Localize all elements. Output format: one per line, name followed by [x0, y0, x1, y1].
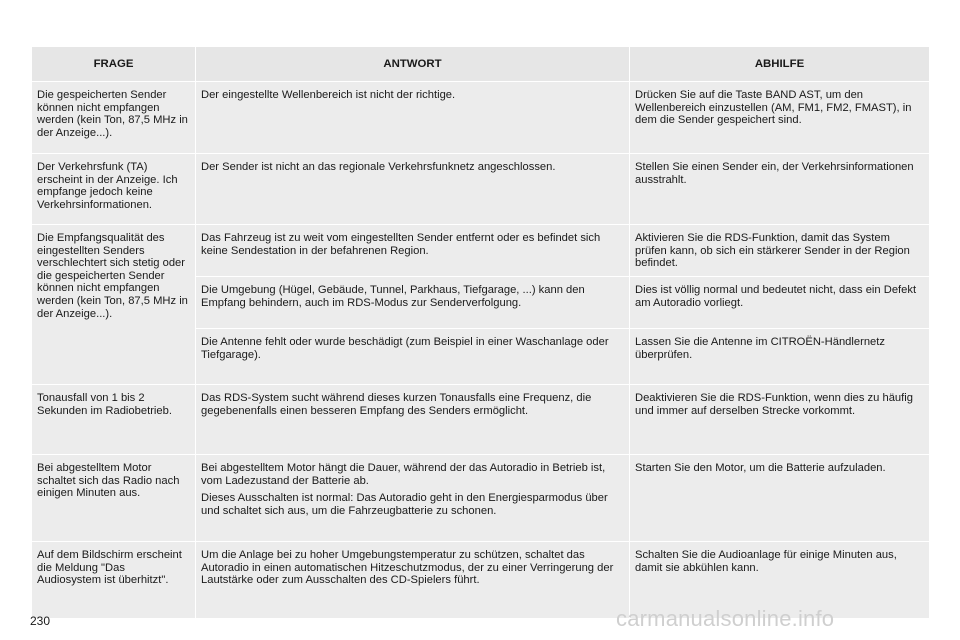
answer-cell — [196, 542, 630, 619]
table-row — [32, 154, 930, 225]
remedy-cell: Stellen Sie einen Sender ein, der Verkehrsinformationen ausstrahlt. — [630, 154, 930, 225]
table-row — [32, 455, 930, 542]
answer-cell — [196, 225, 630, 277]
remedy-cell: Dies ist völlig normal und bedeutet nicht, dass ein Defekt am Autoradio vorliegt. — [630, 277, 930, 329]
watermark-text: carmanualsonline.info — [616, 606, 835, 631]
question-cell: Die Empfangsqualität des eingestellten Senders verschlechtert sich stetig oder die gespeicherten Sender können nicht empfangen werden (kein Ton, 87,5 MHz in der Anzeige...). — [32, 225, 196, 385]
question-cell: Auf dem Bildschirm erscheint die Meldung "Das Audiosystem ist überhitzt". — [32, 542, 196, 619]
remedy-cell: Drücken Sie auf die Taste BAND AST, um den Wellenbereich einzustellen (AM, FM1, FM2, FMAST), in dem die Sender gespeichert sind. — [630, 82, 930, 154]
question-cell: Die gespeicherten Sender können nicht empfangen werden (kein Ton, 87,5 MHz in der Anzeige...). — [32, 82, 196, 154]
table-row — [32, 225, 930, 277]
answer-cell — [196, 329, 630, 385]
answer-text: Um die Anlage bei zu hoher Umgebungstemperatur zu schützen, schaltet das Autoradio in einen automatischen Hitzeschutzmodus, der zu einer Verringerung der Lautstärke oder zum Ausschalten des CD-Spielers führt. — [201, 549, 614, 587]
header-antwort: ANTWORT — [196, 47, 630, 82]
answer-text: Das RDS-System sucht während dieses kurzen Tonausfalls eine Frequenz, die gegebenenfalls einen besseren Empfang des Senders ermöglicht. — [201, 392, 592, 417]
header-abhilfe: ABHILFE — [630, 47, 930, 82]
question-cell: Bei abgestelltem Motor schaltet sich das Radio nach einigen Minuten aus. — [32, 455, 196, 542]
answer-text: Dieses Ausschalten ist normal: Das Autoradio geht in den Energiesparmodus über und schaltet sich aus, um die Fahrzeugbatterie zu schonen. — [201, 492, 608, 517]
remedy-cell: Schalten Sie die Audioanlage für einige Minuten aus, damit sie abkühlen kann. — [630, 542, 930, 619]
answer-text: Bei abgestelltem Motor hängt die Dauer, während der das Autoradio in Betrieb ist, vom Ladezustand der Batterie ab. — [201, 462, 606, 487]
question-cell: Tonausfall von 1 bis 2 Sekunden im Radiobetrieb. — [32, 385, 196, 455]
answer-text: Der eingestellte Wellenbereich ist nicht der richtige. — [201, 89, 456, 101]
answer-text: Die Umgebung (Hügel, Gebäude, Tunnel, Parkhaus, Tiefgarage, ...) kann den Empfang behindern, auch im RDS-Modus zur Senderverfolgung. — [201, 284, 585, 309]
remedy-cell: Starten Sie den Motor, um die Batterie aufzuladen. — [630, 455, 930, 542]
page-number: 230 — [30, 614, 51, 628]
remedy-cell: Aktivieren Sie die RDS-Funktion, damit das System prüfen kann, ob sich ein stärkerer Sender in der Region befindet. — [630, 225, 930, 277]
answer-cell — [196, 277, 630, 329]
answer-cell — [196, 154, 630, 225]
troubleshooting-table — [31, 46, 930, 619]
table-row — [32, 385, 930, 455]
answer-text: Die Antenne fehlt oder wurde beschädigt (zum Beispiel in einer Waschanlage oder Tiefgarage). — [201, 336, 609, 361]
header-frage: FRAGE — [32, 47, 196, 82]
answer-cell — [196, 455, 630, 542]
answer-cell — [196, 82, 630, 154]
answer-cell — [196, 385, 630, 455]
question-cell: Der Verkehrsfunk (TA) erscheint in der Anzeige. Ich empfange jedoch keine Verkehrsinformationen. — [32, 154, 196, 225]
remedy-cell: Lassen Sie die Antenne im CITROËN-Händlernetz überprüfen. — [630, 329, 930, 385]
table-header-row — [32, 47, 930, 82]
remedy-cell: Deaktivieren Sie die RDS-Funktion, wenn dies zu häufig und immer auf derselben Strecke vorkommt. — [630, 385, 930, 455]
answer-text: Das Fahrzeug ist zu weit vom eingestellten Sender entfernt oder es befindet sich keine Sendestation in der befahrenen Region. — [201, 232, 601, 257]
table-row — [32, 82, 930, 154]
answer-text: Der Sender ist nicht an das regionale Verkehrsfunknetz angeschlossen. — [201, 161, 556, 173]
